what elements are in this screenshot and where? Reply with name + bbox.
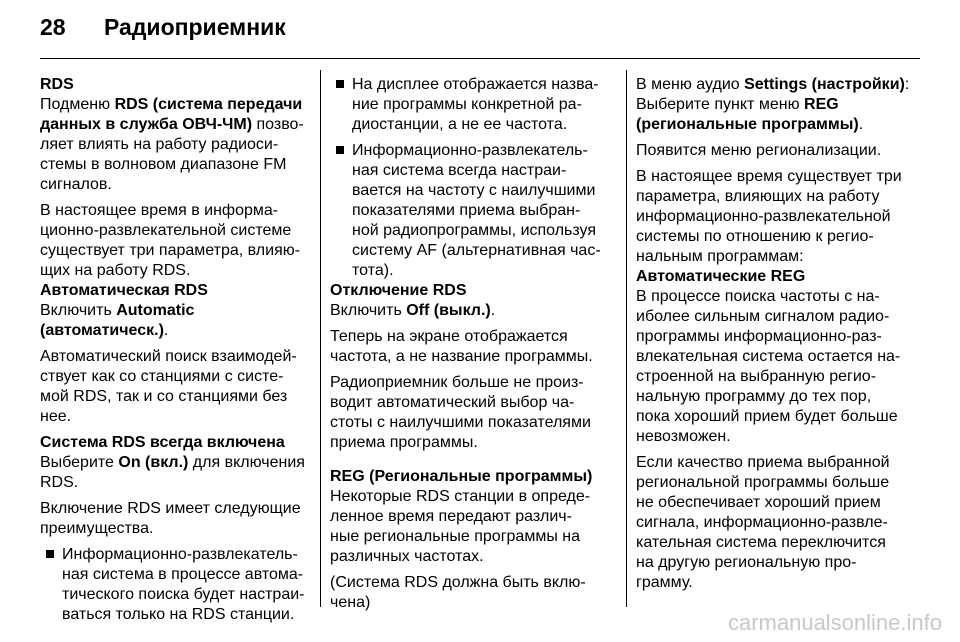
text-line: диостанции, а не ее частота.: [352, 116, 568, 133]
menu-term: данных в служба ОВЧ-ЧМ): [40, 116, 253, 133]
text: Включить: [40, 302, 117, 319]
heading-rds: RDS: [40, 76, 74, 93]
text-line: водит автоматический выбор ча-: [330, 394, 575, 411]
column-divider-1: [320, 70, 321, 607]
text-line: на другую региональную про-: [636, 554, 857, 571]
text-line: щих на работу RDS.: [40, 262, 191, 279]
paragraph: [40, 201, 310, 281]
text: Выберите пункт меню: [636, 96, 805, 113]
paragraph: [40, 347, 310, 427]
text-line: приема программы.: [330, 434, 478, 451]
column-divider-2: [626, 70, 627, 607]
text-line: ленное время передают различ-: [330, 508, 572, 525]
text-line: В процессе поиска частоты с на-: [636, 288, 880, 305]
text-line: информационно-развлекательной: [636, 208, 891, 225]
text: .: [858, 116, 864, 133]
text: для включения: [188, 454, 305, 471]
text-line: ляет влиять на работу радиоси-: [40, 136, 279, 153]
text: позво-: [252, 116, 304, 133]
text-line: ная система в процессе автома-: [62, 566, 304, 583]
text-line: (Система RDS должна быть вклю-: [330, 574, 586, 591]
text-line: преимущества.: [40, 520, 154, 537]
bullet-square-icon: [46, 550, 54, 558]
menu-term: On (вкл.): [118, 454, 189, 471]
text-line: Если качество приема выбранной: [636, 454, 890, 471]
text-line: иболее сильным сигналом радио-: [636, 308, 890, 325]
text: Выберите: [40, 454, 119, 471]
heading-reg: REG (Региональные программы): [330, 468, 593, 485]
text-line: различных частотах.: [330, 548, 484, 565]
text-line: кательная система переключится: [636, 534, 886, 551]
text-line: существует три параметра, влияю-: [40, 242, 301, 259]
text-line: Информационно-развлекатель-: [62, 546, 298, 563]
text-line: сигнала, информационно-развле-: [636, 514, 888, 531]
paragraph: [330, 327, 605, 367]
text-line: частота, а не название программы.: [330, 348, 593, 365]
text-line: Некоторые RDS станции в опреде-: [330, 488, 591, 505]
text-line: пока хороший прием будет больше: [636, 408, 898, 425]
menu-term: RDS (система передачи: [114, 96, 303, 113]
text-line: стоты с наилучшими показателями: [330, 414, 591, 431]
paragraph: [636, 75, 920, 135]
header-rule: [40, 58, 920, 59]
bullet-square-icon: [336, 146, 344, 154]
text-line: региональной программы больше: [636, 474, 890, 491]
column-2: [330, 75, 605, 613]
column-1: [40, 75, 310, 625]
text-line: влекательная система остается на-: [636, 348, 901, 365]
text-line: ваться только на RDS станции.: [62, 606, 295, 623]
text-line: В настоящее время в информа-: [40, 202, 279, 219]
text-line: ной радиопрограммы, используя: [352, 222, 597, 239]
text-line: невозможен.: [636, 428, 731, 445]
paragraph: [40, 301, 310, 341]
paragraph: [40, 95, 310, 195]
paragraph: [330, 573, 605, 613]
text: .: [163, 322, 169, 339]
text-line: стемы в волновом диапазоне FM: [40, 156, 287, 173]
text: Включить: [330, 302, 407, 319]
text-line: не обеспечивает хороший прием: [636, 494, 881, 511]
text-line: мой RDS, так и со станциями без: [40, 388, 288, 405]
menu-term: Off (выкл.): [406, 302, 491, 319]
heading-rds-off: Отключение RDS: [330, 282, 467, 299]
text-line: ние программы конкретной ра-: [352, 96, 582, 113]
text-line: систему AF (альтернативная час-: [352, 242, 601, 259]
text-line: Информационно-развлекатель-: [352, 142, 588, 159]
text-line: чена): [330, 594, 371, 611]
text-line: системы по отношению к регио-: [636, 228, 874, 245]
menu-term: REG: [804, 96, 839, 113]
text-line: параметра, влияющих на работу: [636, 188, 880, 205]
text: В меню аудио: [636, 76, 745, 93]
text-line: Включение RDS имеет следующие: [40, 500, 301, 517]
paragraph: [330, 373, 605, 453]
text-line: нальную программу до тех пор,: [636, 388, 872, 405]
text-line: На дисплее отображается назва-: [352, 76, 599, 93]
text-line: Теперь на экране отображается: [330, 328, 568, 345]
page-number: 28: [40, 14, 66, 40]
watermark: carmanualsonline.info: [727, 610, 942, 635]
text: :: [904, 76, 910, 93]
text-line: строенной на выбранную регио-: [636, 368, 877, 385]
page-title: Радиоприемник: [104, 14, 286, 40]
text-line: RDS.: [40, 474, 79, 491]
bullet-square-icon: [336, 80, 344, 88]
menu-term: Settings (настройки): [744, 76, 905, 93]
text: Подменю: [40, 96, 115, 113]
text-line: В настоящее время существует три: [636, 168, 902, 185]
paragraph: [636, 167, 920, 267]
bullet-item: [40, 545, 310, 625]
paragraph: [636, 453, 920, 593]
bullet-item: [330, 141, 605, 281]
text-line: сигналов.: [40, 176, 112, 193]
heading-rds-always-on: Система RDS всегда включена: [40, 434, 285, 451]
menu-term: Automatic: [116, 302, 195, 319]
paragraph: [330, 487, 605, 567]
text-line: показателями приема выбран-: [352, 202, 581, 219]
text-line: ные региональные программы на: [330, 528, 581, 545]
text-line: Появится меню регионализации.: [636, 142, 882, 159]
text-line: Автоматический поиск взаимодей-: [40, 348, 297, 365]
text-line: грамму.: [636, 574, 693, 591]
bullet-item: [330, 75, 605, 135]
text-line: Радиоприемник больше не произ-: [330, 374, 584, 391]
column-3: [636, 75, 920, 593]
menu-term: (региональные программы): [636, 116, 859, 133]
text-line: нальным программам:: [636, 248, 804, 265]
heading-auto-rds: Автоматическая RDS: [40, 282, 208, 299]
text: .: [490, 302, 496, 319]
paragraph: [40, 453, 310, 493]
text-line: ная система всегда настраи-: [352, 162, 567, 179]
text-line: программы информационно-раз-: [636, 328, 882, 345]
text-line: вается на частоту с наилучшими: [352, 182, 596, 199]
paragraph: [40, 499, 310, 539]
menu-term: (автоматическ.): [40, 322, 164, 339]
text-line: ционно-развлекательной системе: [40, 222, 292, 239]
heading-auto-reg: Автоматические REG: [636, 268, 806, 285]
text-line: ствует как со станциями с систе-: [40, 368, 284, 385]
text-line: тического поиска будет настраи-: [62, 586, 305, 603]
text-line: нее.: [40, 408, 72, 425]
text-line: тота).: [352, 262, 394, 279]
paragraph: [636, 287, 920, 447]
